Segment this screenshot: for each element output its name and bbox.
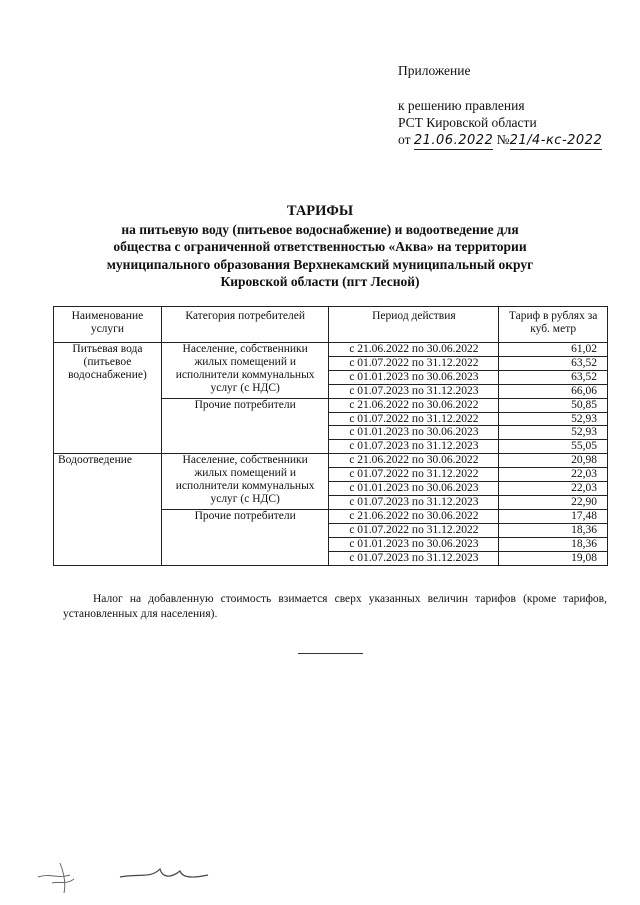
period-cell: с 01.07.2023 по 31.12.2023 (329, 495, 499, 509)
decision-date: 21.06.2022 (413, 133, 494, 148)
category-cell: Прочие потребители (161, 398, 329, 454)
tariff-cell: 66,06 (499, 384, 608, 398)
period-cell: с 01.01.2023 по 30.06.2023 (329, 537, 499, 551)
vat-note: Налог на добавленную стоимость взимается сверх указанных величин тарифов (кроме тарифов, установленных для населения). (63, 593, 607, 620)
appendix-date-line (398, 131, 602, 150)
tariff-cell: 22,90 (499, 495, 608, 509)
header-category: Категория потребителей (161, 307, 329, 343)
number-prefix: № (496, 132, 510, 147)
table-header-row (54, 307, 608, 343)
period-cell: с 01.07.2022 по 31.12.2022 (329, 468, 499, 482)
tariff-cell: 22,03 (499, 468, 608, 482)
title-line-3: муниципального образования Верхнекамский муниципальный округ (106, 256, 534, 272)
appendix-label: Приложение (398, 63, 471, 78)
tariff-cell: 63,52 (499, 356, 608, 370)
tariff-cell: 22,03 (499, 482, 608, 496)
tariff-cell: 19,08 (499, 551, 608, 565)
tariff-cell: 55,05 (499, 440, 608, 454)
period-cell: с 01.07.2023 по 31.12.2023 (329, 551, 499, 565)
table-row (54, 343, 608, 357)
appendix-authority-line: РСТ Кировской области (398, 115, 537, 130)
title-line-2: общества с ограниченной ответственностью «Аква» на территории (113, 239, 527, 254)
period-cell: с 21.06.2022 по 30.06.2022 (329, 398, 499, 412)
period-cell: с 21.06.2022 по 30.06.2022 (329, 343, 499, 357)
category-cell: Население, собственники жилых помещений и исполнители коммунальных услуг (с НДС) (161, 454, 329, 510)
title-line-1: на питьевую воду (питьевое водоснабжение) и водоотведение для (121, 221, 519, 237)
appendix-decision-line: к решению правления (398, 98, 525, 113)
period-cell: с 01.01.2023 по 30.06.2023 (329, 370, 499, 384)
period-cell: с 01.01.2023 по 30.06.2023 (329, 482, 499, 496)
tariff-cell: 18,36 (499, 523, 608, 537)
period-cell: с 21.06.2022 по 30.06.2022 (329, 454, 499, 468)
tariff-table (53, 306, 608, 566)
decision-number: 21/4-кс-2022 (509, 133, 603, 148)
period-cell: с 01.01.2023 по 30.06.2023 (329, 426, 499, 440)
service-cell: Водоотведение (54, 454, 162, 565)
tariff-cell: 52,93 (499, 412, 608, 426)
service-cell: Питьевая вода (питьевое водоснабжение) (54, 343, 162, 454)
period-cell: с 01.07.2023 по 31.12.2023 (329, 384, 499, 398)
tariff-cell: 20,98 (499, 454, 608, 468)
period-cell: с 21.06.2022 по 30.06.2022 (329, 509, 499, 523)
end-divider (298, 653, 363, 654)
header-period: Период действия (329, 307, 499, 343)
tariff-cell: 63,52 (499, 370, 608, 384)
tariff-cell: 17,48 (499, 509, 608, 523)
period-cell: с 01.07.2022 по 31.12.2022 (329, 523, 499, 537)
table-row (54, 454, 608, 468)
category-cell: Прочие потребители (161, 509, 329, 565)
header-tariff: Тариф в рублях за куб. метр (499, 307, 608, 343)
period-cell: с 01.07.2022 по 31.12.2022 (329, 356, 499, 370)
appendix-block (398, 62, 602, 150)
header-service: Наименование услуги (54, 307, 162, 343)
date-prefix: от (398, 132, 411, 147)
tariff-cell: 61,02 (499, 343, 608, 357)
tariff-cell: 50,85 (499, 398, 608, 412)
tariff-cell: 52,93 (499, 426, 608, 440)
period-cell: с 01.07.2022 по 31.12.2022 (329, 412, 499, 426)
title-line-4: Кировской области (пгт Лесной) (220, 274, 420, 289)
category-cell: Население, собственники жилых помещений и исполнители коммунальных услуг (с НДС) (161, 343, 329, 399)
title-heading: ТАРИФЫ (286, 203, 354, 219)
period-cell: с 01.07.2023 по 31.12.2023 (329, 440, 499, 454)
tariff-cell: 18,36 (499, 537, 608, 551)
signature-mark (30, 855, 230, 895)
document-title (0, 203, 640, 291)
